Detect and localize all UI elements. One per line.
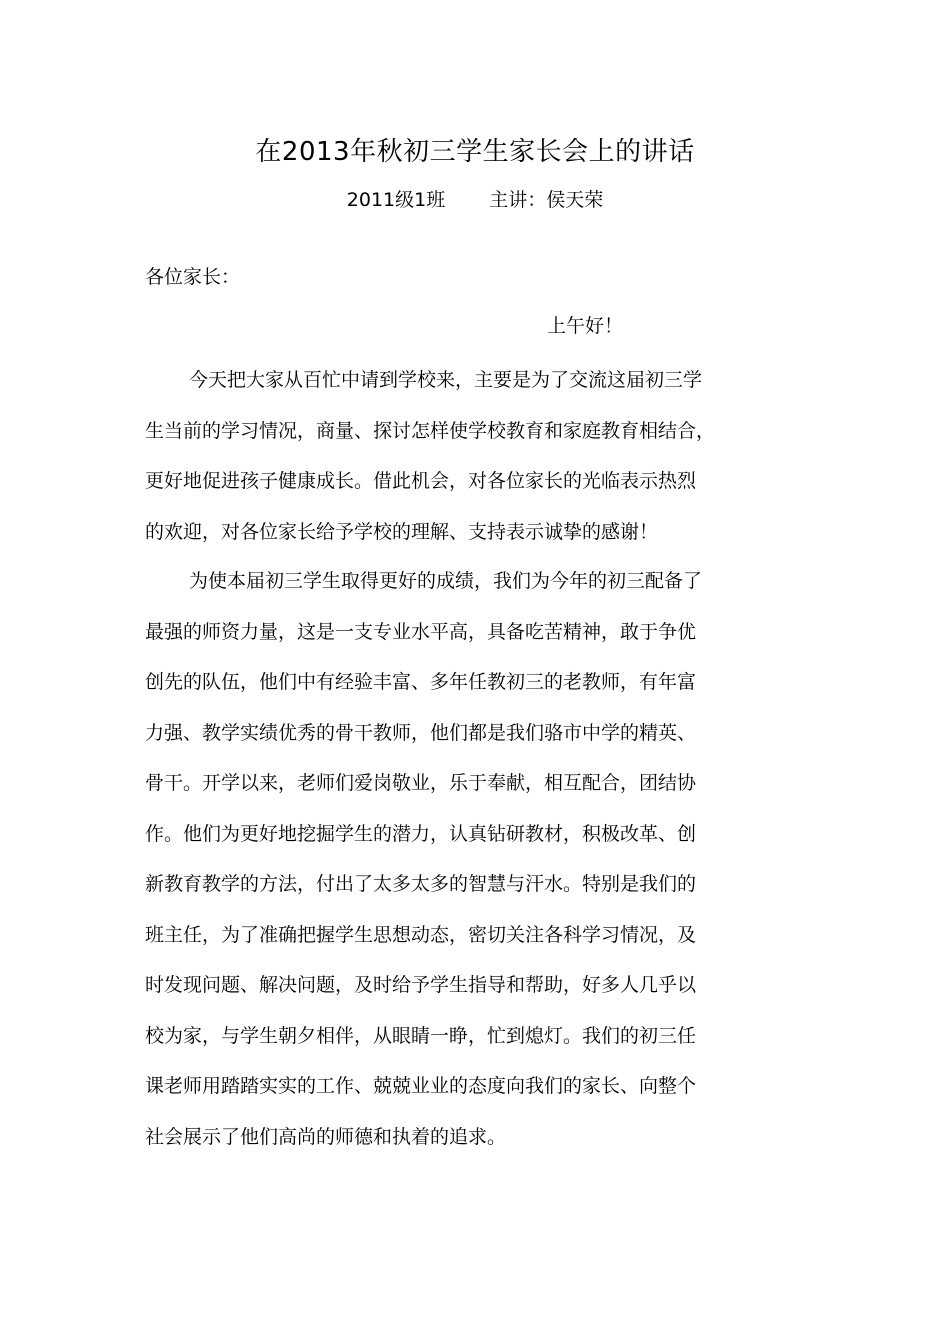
document-title: 在2013年秋初三学生家长会上的讲话 (255, 137, 695, 167)
class-label: 2011级1班 (346, 189, 446, 211)
paragraph-line: 的欢迎，对各位家长给予学校的理解、支持表示诚挚的感谢！ (145, 520, 659, 543)
paragraph-line: 力强、教学实绩优秀的骨干教师，他们都是我们骆市中学的精英、 (145, 721, 697, 744)
paragraph-line: 社会展示了他们高尚的师德和执着的追求。 (145, 1125, 507, 1148)
paragraph-line: 课老师用踏踏实实的工作、兢兢业业的态度向我们的家长、向整个 (145, 1075, 697, 1097)
paragraph-line: 时发现问题、解决问题，及时给予学生指导和帮助，好多人几乎以 (145, 974, 697, 996)
paragraph-line: 更好地促进孩子健康成长。借此机会，对各位家长的光临表示热烈 (145, 470, 697, 492)
paragraph-line: 最强的师资力量，这是一支专业水平高，具备吃苦精神，敢于争优 (145, 620, 697, 643)
paragraph-line: 新教育教学的方法，付出了太多太多的智慧与汗水。特别是我们的 (145, 873, 697, 895)
paragraph-line: 骨干。开学以来，老师们爱岗敬业，乐于奉献，相互配合，团结协 (145, 772, 697, 794)
paragraph-line: 为使本届初三学生取得更好的成绩，我们为今年的初三配备了 (189, 570, 703, 592)
paragraph-2 (145, 556, 795, 1162)
paragraph-line: 作。他们为更好地挖掘学生的潜力，认真钻研教材，积极改革、创 (145, 822, 697, 845)
speaker-label: 主讲：侯天荣 (489, 189, 604, 211)
document-subtitle (0, 183, 950, 217)
salutation: 各位家长： (145, 266, 241, 288)
paragraph-line: 校为家，与学生朝夕相伴，从眼睛一睁，忙到熄灯。我们的初三任 (145, 1024, 697, 1047)
paragraph-line: 今天把大家从百忙中请到学校来，主要是为了交流这届初三学 (189, 369, 703, 391)
paragraph-line: 创先的队伍，他们中有经验丰富、多年任教初三的老教师，有年富 (145, 671, 697, 693)
paragraph-1 (145, 355, 795, 557)
paragraph-line: 班主任，为了准确把握学生思想动态，密切关注各科学习情况，及 (145, 923, 697, 946)
paragraph-line: 生当前的学习情况，商量、探讨怎样使学校教育和家庭教育相结合， (145, 419, 716, 442)
greeting: 上午好！ (547, 315, 624, 337)
